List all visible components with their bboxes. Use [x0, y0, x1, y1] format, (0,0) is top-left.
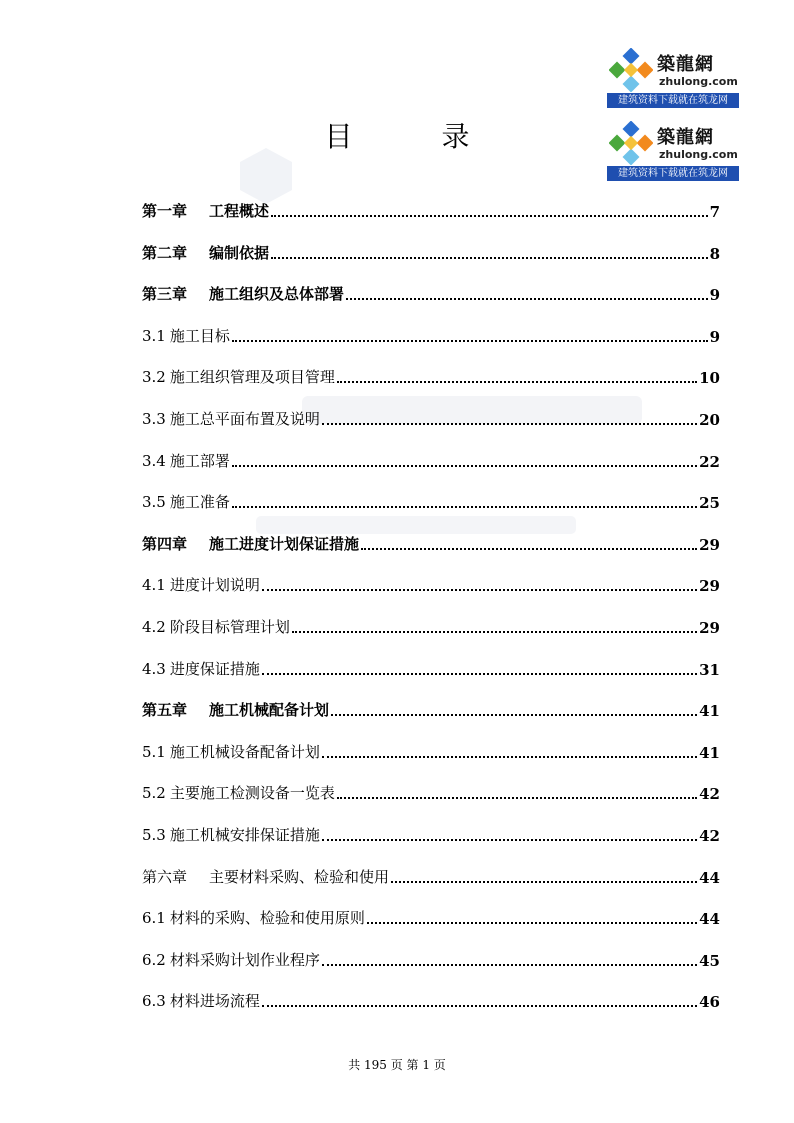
- toc-leader-dots: [232, 506, 697, 508]
- toc-entry-title: 主要施工检测设备一览表: [169, 784, 335, 803]
- toc-leader-dots: [262, 1005, 697, 1007]
- toc-entry-label: [142, 574, 260, 595]
- toc-entry-number: 3.1: [142, 326, 166, 345]
- toc-entry-label: [142, 866, 389, 887]
- toc-entry-label: [142, 658, 260, 679]
- toc-entry[interactable]: [142, 904, 720, 928]
- toc-leader-dots: [322, 756, 697, 758]
- toc-entry-title: 施工准备: [169, 493, 230, 512]
- toc-entry-page: 44: [699, 910, 720, 929]
- logo-site: zhulong.com: [659, 148, 738, 161]
- toc-entry-page: 9: [709, 327, 720, 346]
- toc-leader-dots: [322, 839, 697, 841]
- page-footer: 共 195 页 第 1 页: [348, 1058, 446, 1072]
- toc-entry-title: 工程概述: [209, 202, 270, 220]
- toc-entry-title: 进度计划说明: [169, 576, 260, 595]
- toc-entry-title: 材料的采购、检验和使用原则: [169, 909, 365, 928]
- toc-entry[interactable]: [142, 322, 720, 346]
- toc-leader-dots: [262, 589, 697, 591]
- toc-entry-title: 施工部署: [169, 451, 230, 470]
- toc-entry[interactable]: [142, 363, 720, 387]
- toc-entry-page: 31: [699, 660, 720, 679]
- toc-leader-dots: [337, 381, 697, 383]
- toc-entry[interactable]: [142, 530, 720, 554]
- toc-entry-page: 7: [709, 203, 720, 221]
- toc-entry-label: [142, 450, 230, 471]
- toc-entry-page: 10: [699, 369, 720, 388]
- toc-entry-label: [142, 741, 320, 762]
- toc-entry-label: [142, 408, 320, 429]
- toc-entry-page: 8: [709, 244, 720, 263]
- toc-entry-label: [142, 699, 329, 720]
- toc-entry-number: 5.1: [142, 742, 166, 761]
- toc-leader-dots: [292, 631, 697, 633]
- toc-entry-number: 第五章: [142, 701, 188, 720]
- toc-entry[interactable]: [142, 987, 720, 1011]
- toc-leader-dots: [367, 922, 697, 924]
- toc-entry-number: 第六章: [142, 867, 188, 886]
- toc-entry-page: 9: [709, 286, 720, 305]
- toc-entry-title: 施工进度计划保证措施: [209, 534, 360, 553]
- toc-entry-label: [142, 366, 335, 387]
- toc-entry-page: 44: [699, 868, 720, 887]
- toc-entry[interactable]: [142, 655, 720, 679]
- toc-entry[interactable]: [142, 571, 720, 595]
- toc-entry[interactable]: [142, 738, 720, 762]
- toc-entry-number: 3.3: [142, 410, 166, 428]
- toc-entry-label: [142, 200, 269, 221]
- toc-leader-dots: [322, 423, 697, 425]
- toc-entry-label: [142, 907, 365, 928]
- toc-entry-label: [142, 283, 344, 304]
- toc-entry-page: 45: [699, 951, 720, 970]
- toc-entry-number: 4.3: [142, 659, 166, 678]
- logo-brand: 築龍網: [657, 127, 714, 148]
- toc-leader-dots: [271, 257, 708, 259]
- toc-entry-title: 材料进场流程: [169, 992, 260, 1011]
- toc-entry[interactable]: [142, 613, 720, 637]
- toc-entry[interactable]: [142, 405, 720, 429]
- toc-entry-page: 42: [699, 827, 720, 845]
- logo-tagline: 建筑资料下载就在筑龙网: [607, 166, 739, 181]
- toc-entry-number: 6.3: [142, 992, 166, 1011]
- toc-entry-number: 6.2: [142, 950, 166, 969]
- toc-entry-page: 41: [699, 743, 720, 762]
- toc-entry[interactable]: [142, 488, 720, 512]
- toc-leader-dots: [391, 881, 697, 883]
- zhulong-mark-icon: [609, 48, 653, 92]
- toc-entry-page: 42: [699, 785, 720, 804]
- toc-entry-number: 3.5: [142, 493, 166, 512]
- toc-entry-label: [142, 616, 290, 637]
- toc-entry[interactable]: [142, 447, 720, 471]
- toc-entry-number: 4.2: [142, 618, 166, 636]
- toc-entry[interactable]: [142, 239, 720, 263]
- toc-entry-page: 46: [699, 993, 720, 1012]
- toc-entry-title: 材料采购计划作业程序: [169, 950, 320, 969]
- toc-leader-dots: [361, 548, 697, 550]
- toc-entry-number: 6.1: [142, 909, 166, 928]
- toc-entry[interactable]: [142, 863, 720, 887]
- toc-entry-label: [142, 325, 230, 346]
- toc-entry-number: 4.1: [142, 576, 166, 595]
- toc-entry[interactable]: [142, 779, 720, 803]
- toc-entry[interactable]: [142, 280, 720, 304]
- toc-leader-dots: [262, 673, 697, 675]
- toc-entry-page: 29: [699, 535, 720, 554]
- toc-entry-number: 5.2: [142, 784, 166, 803]
- page-title: 目 录: [324, 120, 510, 153]
- toc-entry-label: [142, 491, 230, 512]
- toc-entry[interactable]: [142, 696, 720, 720]
- toc-entry-title: 施工组织管理及项目管理: [169, 368, 335, 387]
- toc-leader-dots: [346, 298, 708, 300]
- toc-leader-dots: [337, 797, 697, 799]
- toc-entry-title: 施工机械设备配备计划: [169, 742, 320, 761]
- logo-tagline: 建筑资料下载就在筑龙网: [607, 93, 739, 108]
- toc-entry-title: 编制依据: [209, 243, 270, 262]
- toc-entry-page: 29: [699, 619, 720, 637]
- toc-entry-label: [142, 990, 260, 1011]
- toc-entry[interactable]: [142, 197, 720, 221]
- toc-entry-title: 阶段目标管理计划: [169, 618, 290, 636]
- toc-entry-page: 25: [699, 494, 720, 513]
- toc-entry-label: [142, 242, 269, 263]
- toc-entry-title: 主要材料采购、检验和使用: [209, 867, 390, 886]
- toc-entry-number: 5.3: [142, 826, 166, 844]
- toc-entry-label: [142, 533, 359, 554]
- toc-leader-dots: [331, 714, 697, 716]
- toc-entry[interactable]: [142, 821, 720, 845]
- zhulong-logo: [607, 46, 739, 110]
- toc-entry-number: 3.4: [142, 451, 166, 470]
- toc-entry-title: 施工机械配备计划: [209, 701, 330, 720]
- toc-entry-title: 进度保证措施: [169, 659, 260, 678]
- toc-entry-label: [142, 949, 320, 970]
- toc-entry-number: 第二章: [142, 243, 188, 262]
- toc-entry-page: 20: [699, 411, 720, 429]
- toc-leader-dots: [232, 340, 708, 342]
- toc-entry-label: [142, 782, 335, 803]
- toc-entry-page: 41: [699, 702, 720, 721]
- toc-entry-title: 施工总平面布置及说明: [169, 410, 320, 428]
- toc-entry-label: [142, 824, 320, 845]
- toc-leader-dots: [322, 964, 697, 966]
- toc-entry-number: 第一章: [142, 202, 188, 220]
- toc-leader-dots: [271, 215, 708, 217]
- toc-entry-page: 29: [699, 577, 720, 596]
- toc-entry-title: 施工机械安排保证措施: [169, 826, 320, 844]
- toc-entry[interactable]: [142, 946, 720, 970]
- toc-entry-title: 施工目标: [169, 326, 230, 345]
- toc-entry-number: 3.2: [142, 368, 166, 387]
- toc-entry-page: 22: [699, 452, 720, 471]
- logo-brand: 築龍網: [657, 54, 714, 75]
- toc-entry-number: 第四章: [142, 534, 188, 553]
- toc-entry-title: 施工组织及总体部署: [209, 285, 345, 304]
- logo-site: zhulong.com: [659, 75, 738, 88]
- toc-leader-dots: [232, 465, 697, 467]
- toc-entry-number: 第三章: [142, 285, 188, 304]
